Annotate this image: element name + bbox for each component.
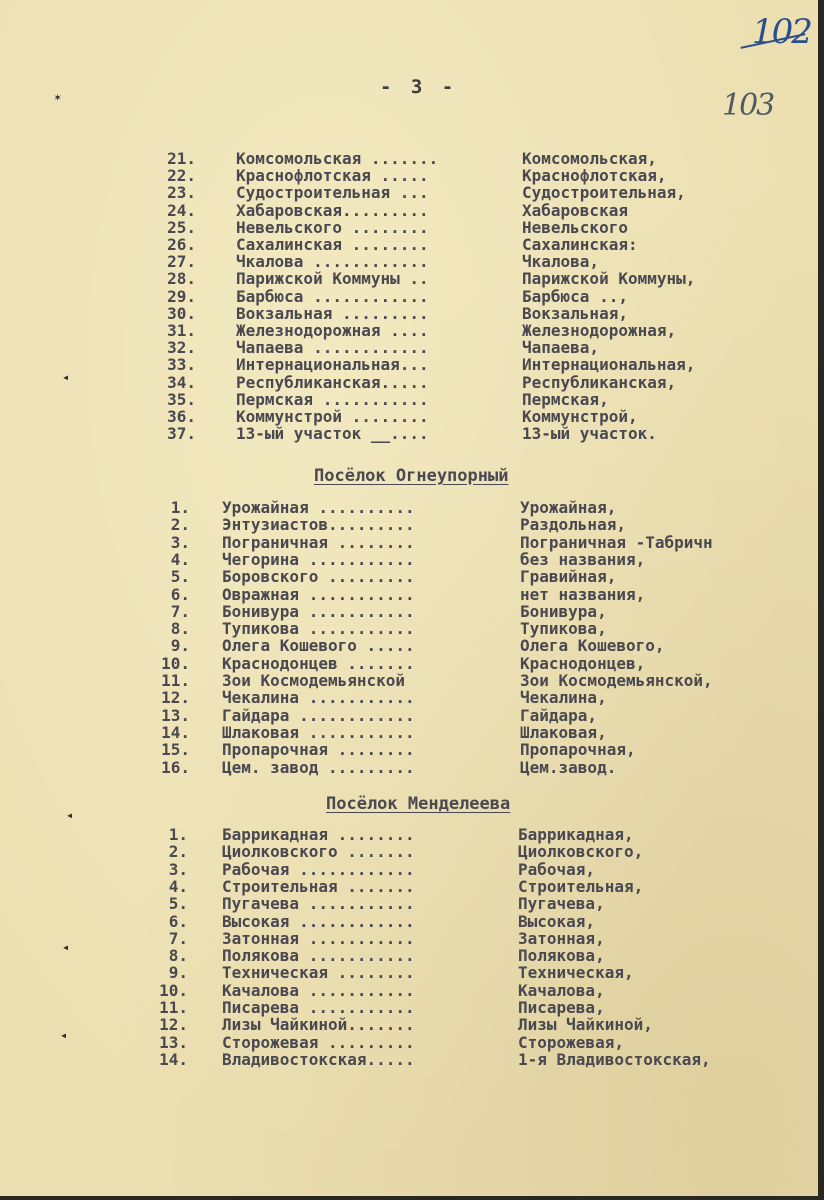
new-street-name: Республиканская, [522,372,677,392]
item-number: 7. [170,601,190,621]
list-item [0,843,810,861]
new-street-name: Пугачева, [518,894,605,914]
punch-hole-mark: ◂ [62,370,70,384]
old-street-name: Пугачева ........... [222,894,415,914]
item-number: 36. [167,407,196,426]
new-street-name: Сторожевая, [518,1032,624,1052]
new-street-name: Гайдара, [520,705,598,725]
item-number: 23. [167,183,196,203]
item-number: 10. [161,653,190,673]
item-number: 34. [167,372,196,392]
punch-hole-mark: ◂ [60,1028,68,1042]
old-street-name: Гайдара ............ [222,705,415,725]
list-item [0,672,810,690]
scan-edge [818,0,824,1200]
list-item [0,184,810,202]
old-street-name: Шлаковая ........... [222,722,415,742]
list-item [0,356,810,374]
new-street-name: Писарева, [518,998,605,1017]
new-street-name: Полякова, [518,946,605,966]
old-street-name: Полякова ........... [222,946,415,966]
new-street-name: Раздольная, [520,515,626,535]
item-number: 5. [168,894,188,914]
list-item [0,516,810,534]
old-street-name: Рабочая ............ [222,859,415,879]
list-item [0,895,810,913]
old-street-name: Пропарочная ........ [222,740,415,760]
new-street-name: Железнодорожная, [522,321,677,340]
new-street-name: Баррикадная, [518,825,634,844]
new-street-name: Урожайная, [520,498,617,517]
list-item [0,759,810,777]
old-street-name: Олега Кошевого ..... [222,636,415,656]
item-number: 33. [167,355,196,375]
old-street-name: Барбюса ............ [236,286,429,306]
scan-edge-bottom [0,1196,824,1200]
new-street-name: Затонная, [518,928,605,948]
item-number: 2. [170,515,190,535]
list-item [0,655,810,673]
item-number: 4. [170,549,190,569]
item-number: 12. [159,1015,188,1035]
old-street-name: Цем. завод ......... [222,757,415,777]
old-street-name: Чегорина ........... [222,549,415,569]
new-street-name: 13-ый участок. [522,424,657,444]
item-number: 5. [170,567,190,587]
list-item [0,861,810,879]
item-number: 32. [167,338,196,358]
new-street-name: Судостроительная, [522,183,686,203]
old-street-name: Энтузиастов......... [222,515,415,535]
old-street-name: Боровского ......... [222,567,415,587]
list-item [0,202,810,220]
old-street-name: Судостроительная ... [236,183,429,203]
old-street-name: Строительная ....... [222,876,415,896]
old-street-name: Парижской Коммуны .. [236,269,429,289]
new-street-name: Чкалова, [522,252,600,272]
new-street-name: Невельского [522,217,628,237]
new-street-name: Строительная, [518,876,644,896]
item-number: 28. [167,269,196,289]
new-street-name: Зои Космодемьянской, [520,671,713,690]
old-street-name: Лизы Чайкиной....... [222,1015,415,1035]
old-street-name: Чекалина ........... [222,688,415,708]
new-street-name: Цем.завод. [520,757,617,777]
item-number: 1. [170,498,190,517]
old-street-name: Техническая ........ [222,963,415,983]
old-street-name: Невельского ........ [236,217,429,237]
old-street-name: Сторожевая ......... [222,1032,415,1052]
old-street-name: Зои Космодемьянской [222,671,406,690]
section-heading: Посёлок Менделеева [326,794,511,814]
item-number: 9. [168,963,188,983]
list-item [0,270,810,288]
old-street-name: Железнодорожная .... [236,321,429,340]
new-street-name: без названия, [520,549,646,569]
old-street-name: Бонивура ........... [222,601,415,621]
new-street-name: Парижской Коммуны, [522,269,696,289]
item-number: 21. [167,149,196,168]
item-number: 14. [159,1049,188,1069]
item-number: 30. [167,303,196,323]
item-number: 14. [161,722,190,742]
old-street-name: Циолковского ....... [222,842,415,862]
old-street-name: Комсомольская ....... [236,149,439,168]
item-number: 13. [159,1032,188,1052]
old-street-name: Интернациональная... [236,355,429,375]
punch-hole-mark: ✶ [54,90,62,104]
new-street-name: Барбюса .., [522,286,628,306]
old-street-name: Урожайная .......... [222,498,415,517]
old-street-name: Вокзальная ......... [236,303,429,323]
new-street-name: Вокзальная, [522,303,628,323]
list-item [0,689,810,707]
old-street-name: Чапаева ............ [236,338,429,358]
new-street-name: нет названия, [520,584,646,604]
item-number: 13. [161,705,190,725]
new-street-name: Комсомольская, [522,149,657,168]
new-street-name: Бонивура, [520,601,607,621]
punch-hole-mark: ◂ [62,940,70,954]
list-item [0,586,810,604]
old-street-name: Владивостокская..... [222,1049,415,1069]
new-street-name: Чекалина, [520,688,607,708]
old-street-name: Писарева ........... [222,998,415,1017]
list-item [0,620,810,638]
list-item [0,999,810,1017]
list-item [0,1016,810,1034]
item-number: 25. [167,217,196,237]
item-number: 12. [161,688,190,708]
old-street-name: Чкалова ............ [236,252,429,272]
list-item [0,878,810,896]
list-item [0,982,810,1000]
old-street-name: Пермская ........... [236,389,429,409]
list-item [0,964,810,982]
new-street-name: Рабочая, [518,859,596,879]
item-number: 24. [167,200,196,220]
new-street-name: Краснофлотская, [522,166,667,186]
old-street-name: Республиканская..... [236,372,429,392]
old-street-name: 13-ый участок __.... [236,424,429,444]
item-number: 31. [167,321,196,340]
new-street-name: Гравийная, [520,567,617,587]
list-item [0,1051,810,1069]
old-street-name: Баррикадная ........ [222,825,415,844]
new-street-name: 1-я Владивостокская, [518,1049,711,1069]
item-number: 6. [168,911,188,931]
item-number: 16. [161,757,190,777]
item-number: 27. [167,252,196,272]
new-street-name: Пропарочная, [520,740,636,760]
new-street-name: Качалова, [518,980,605,1000]
old-street-name: Сахалинская ........ [236,235,429,254]
old-street-name: Краснодонцев ....... [222,653,415,673]
old-street-name: Качалова ........... [222,980,415,1000]
new-street-name: Тупикова, [520,619,607,639]
item-number: 2. [168,842,188,862]
list-item [0,826,810,844]
item-number: 22. [167,166,196,186]
list-item [0,568,810,586]
new-street-name: Краснодонцев, [520,653,646,673]
new-street-name: Сахалинская: [522,235,638,254]
list-item [0,551,810,569]
new-street-name: Шлаковая, [520,722,607,742]
item-number: 9. [170,636,190,656]
list-item [0,534,810,552]
page-number: - 3 - [380,76,458,98]
new-street-name: Олега Кошевого, [520,636,665,656]
item-number: 11. [159,998,188,1017]
old-street-name: Пограничная ........ [222,532,415,552]
list-item [0,637,810,655]
archive-number-old: 103 [722,88,774,123]
item-number: 11. [161,671,190,690]
item-number: 37. [167,424,196,444]
list-item [0,947,810,965]
item-number: 8. [170,619,190,639]
old-street-name: Тупикова ........... [222,619,415,639]
old-street-name: Коммунстрой ........ [236,407,429,426]
new-street-name: Интернациональная, [522,355,696,375]
list-item [0,707,810,725]
item-number: 7. [168,928,188,948]
old-street-name: Краснофлотская ..... [236,166,429,186]
list-item [0,499,810,517]
new-street-name: Коммунстрой, [522,407,638,426]
old-street-name: Хабаровская......... [236,200,429,220]
old-street-name: Высокая ............ [222,911,415,931]
new-street-name: Циолковского, [518,842,644,862]
new-street-name: Пермская, [522,389,609,409]
item-number: 15. [161,740,190,760]
new-street-name: Чапаева, [522,338,600,358]
item-number: 26. [167,235,196,254]
new-street-name: Техническая, [518,963,634,983]
item-number: 10. [159,980,188,1000]
list-item [0,603,810,621]
item-number: 8. [168,946,188,966]
new-street-name: Хабаровская [522,200,628,220]
old-street-name: Овражная ........... [222,584,415,604]
item-number: 3. [170,532,190,552]
list-item [0,288,810,306]
item-number: 29. [167,286,196,306]
list-item [0,724,810,742]
list-item [0,374,810,392]
item-number: 35. [167,389,196,409]
punch-hole-mark: ◂ [66,808,74,822]
list-item [0,741,810,759]
item-number: 3. [168,859,188,879]
list-item [0,425,810,443]
item-number: 6. [170,584,190,604]
list-item [0,930,810,948]
archive-number: 102 [752,12,811,52]
new-street-name: Лизы Чайкиной, [518,1015,653,1035]
new-street-name: Пограничная -Табричн [520,532,713,552]
item-number: 1. [168,825,188,844]
new-street-name: Высокая, [518,911,596,931]
list-item [0,913,810,931]
item-number: 4. [168,876,188,896]
list-item [0,1034,810,1052]
section-heading: Посёлок Огнеупорный [314,466,509,486]
old-street-name: Затонная ........... [222,928,415,948]
